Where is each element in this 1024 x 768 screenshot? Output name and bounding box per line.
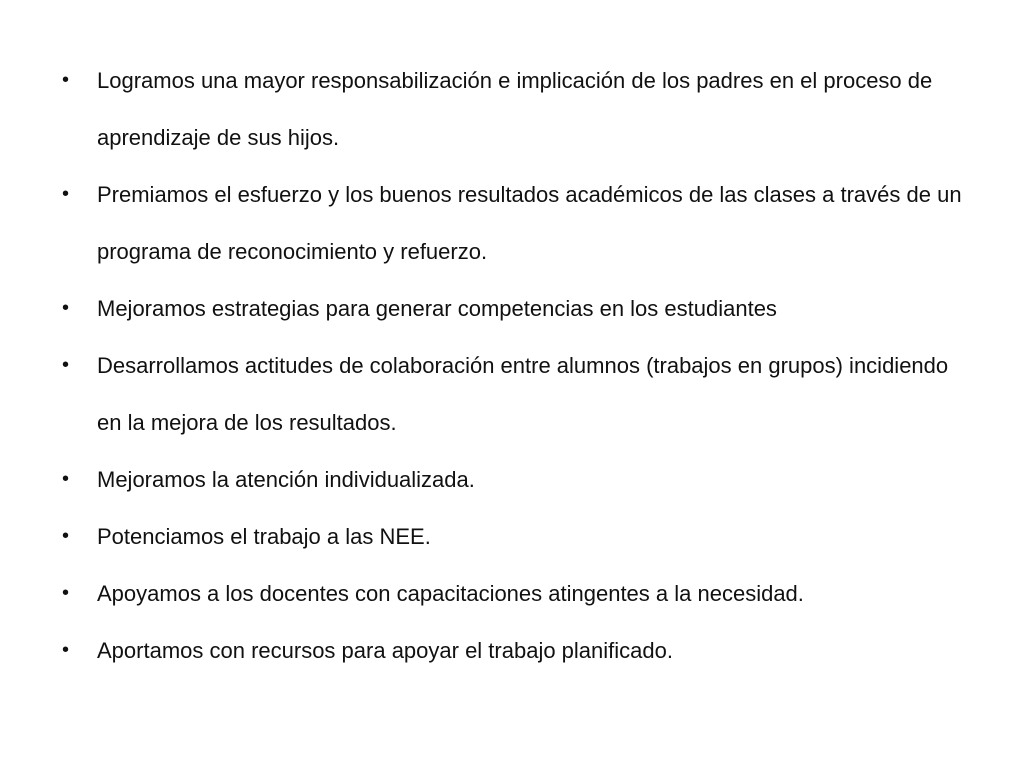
bullet-item <box>62 451 974 508</box>
bullet-text: Desarrollamos actitudes de colaboración entre alumnos (trabajos en grupos) incidiendo en la mejora de los resultados. <box>97 353 949 435</box>
bullet-list <box>0 52 1024 679</box>
bullet-text: Mejoramos la atención individualizada. <box>97 467 475 492</box>
bullet-item <box>62 166 974 280</box>
bullet-text: Mejoramos estrategias para generar competencias en los estudiantes <box>97 296 777 321</box>
bullet-text: Premiamos el esfuerzo y los buenos resultados académicos de las clases a través de un programa de reconocimiento y refuerzo. <box>97 182 962 264</box>
bullet-icon: • <box>62 297 70 319</box>
bullet-icon: • <box>62 639 70 661</box>
bullet-icon: • <box>62 69 70 91</box>
bullet-text: Potenciamos el trabajo a las NEE. <box>97 524 431 549</box>
bullet-item <box>62 565 974 622</box>
bullet-item <box>62 508 974 565</box>
bullet-item <box>62 52 974 166</box>
bullet-icon: • <box>62 468 70 490</box>
bullet-icon: • <box>62 582 70 604</box>
bullet-icon: • <box>62 354 70 376</box>
bullet-text: Apoyamos a los docentes con capacitaciones atingentes a la necesidad. <box>97 581 804 606</box>
bullet-icon: • <box>62 525 70 547</box>
bullet-text: Logramos una mayor responsabilización e implicación de los padres en el proceso de aprendizaje de sus hijos. <box>97 68 933 150</box>
bullet-text: Aportamos con recursos para apoyar el trabajo planificado. <box>97 638 673 663</box>
bullet-icon: • <box>62 183 70 205</box>
bullet-item <box>62 622 974 679</box>
bullet-item <box>62 280 974 337</box>
bullet-item <box>62 337 974 451</box>
